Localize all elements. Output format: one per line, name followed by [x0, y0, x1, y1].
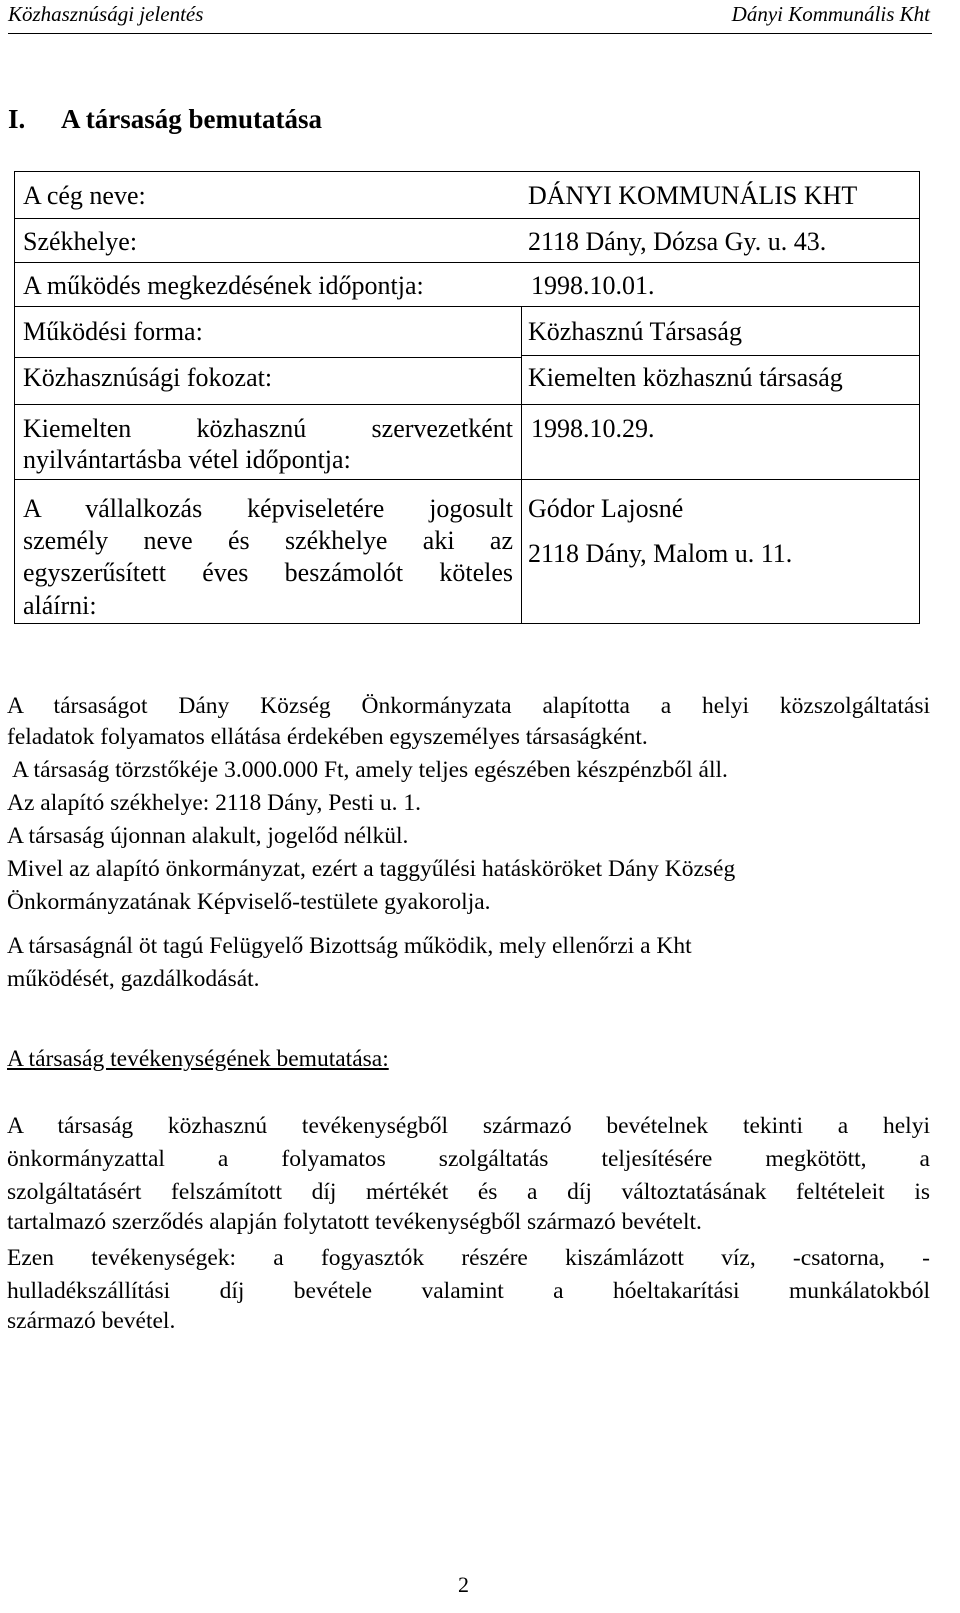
page-number: 2 — [458, 1572, 469, 1597]
activity-line: tartalmazó szerződés alapján folytatott tevékenységből származó bevételt. — [7, 1209, 702, 1235]
info-divider-left-1 — [14, 357, 522, 358]
value-start-date: 1998.10.01. — [531, 271, 655, 300]
label-operating-form: Működési forma: — [23, 317, 203, 346]
activity-line: Ezen tevékenységek: a fogyasztók részére kiszámlázott víz, -csatorna, - — [7, 1245, 930, 1271]
value-operating-form: Közhasznú Társaság — [528, 317, 742, 346]
activity-line: önkormányzattal a folyamatos szolgáltatás teljesítésére megkötött, a — [7, 1146, 930, 1172]
intro-line: A társaság újonnan alakult, jogelőd nélkül. — [7, 823, 409, 849]
value-public-benefit-level: Kiemelten közhasznú társaság — [528, 363, 843, 392]
value-representative-name: Gódor Lajosné — [528, 494, 684, 523]
section-title: A társaság bemutatása — [61, 104, 322, 134]
header-company-name: Dányi Kommunális Kht — [731, 2, 930, 26]
activity-line: A társaság közhasznú tevékenységből származó bevételnek tekinti a helyi — [7, 1113, 930, 1139]
info-divider-3 — [14, 479, 920, 480]
info-divider-2 — [14, 404, 920, 405]
activity-line: származó bevétel. — [7, 1308, 176, 1334]
intro-line: Mivel az alapító önkormányzat, ezért a taggyűlési hatásköröket Dány Község — [7, 856, 736, 882]
label-registration-date-line-2: nyilvántartásba vétel időpontja: — [23, 445, 351, 474]
header-document-title: Közhasznúsági jelentés — [8, 2, 204, 26]
intro-line: Önkormányzatának Képviselő-testülete gyakorolja. — [7, 889, 491, 915]
label-representative-line-3: egyszerűsített éves beszámolót köteles — [23, 558, 513, 587]
intro-line: feladatok folyamatos ellátása érdekében egyszemélyes társaságként. — [7, 724, 648, 750]
value-company-name: DÁNYI KOMMUNÁLIS KHT — [528, 181, 858, 210]
intro-line: A társaságot Dány Község Önkormányzata alapította a helyi közszolgáltatási — [7, 693, 930, 719]
label-representative-line-4: aláírni: — [23, 591, 97, 620]
intro-line: Az alapító székhelye: 2118 Dány, Pesti u. 1. — [7, 790, 421, 816]
activity-line: hulladékszállítási díj bevétele valamint a hóeltakarítási munkálatokból — [7, 1278, 930, 1304]
intro-line: működését, gazdálkodását. — [7, 966, 260, 992]
value-registered-office: 2118 Dány, Dózsa Gy. u. 43. — [528, 227, 827, 256]
value-representative-address: 2118 Dány, Malom u. 11. — [528, 539, 793, 568]
label-representative-line-1: A vállalkozás képviseletére jogosult — [23, 494, 513, 523]
activity-heading: A társaság tevékenységének bemutatása: — [7, 1046, 389, 1072]
label-start-date: A működés megkezdésének időpontja: — [23, 271, 424, 300]
label-company-name: A cég neve: — [23, 181, 146, 210]
label-registered-office: Székhelye: — [23, 227, 138, 256]
intro-line: A társaság törzstőkéje 3.000.000 Ft, amely teljes egészében készpénzből áll. — [12, 757, 728, 783]
info-column-divider — [521, 306, 522, 624]
label-registration-date-line-1: Kiemelten közhasznú szervezetként — [23, 414, 513, 443]
intro-line: A társaságnál öt tagú Felügyelő Bizottság működik, mely ellenőrzi a Kht — [7, 933, 692, 959]
label-representative-line-2: személy neve és székhelye aki az — [23, 526, 513, 555]
section-number: I. — [8, 104, 26, 134]
header-divider — [8, 33, 932, 34]
activity-line: szolgáltatásért felszámított díj mértékét és a díj változtatásának feltételeit is — [7, 1179, 930, 1205]
value-registration-date: 1998.10.29. — [531, 414, 655, 443]
info-divider-right-1 — [521, 355, 920, 356]
label-public-benefit-level: Közhasznúsági fokozat: — [23, 363, 273, 392]
